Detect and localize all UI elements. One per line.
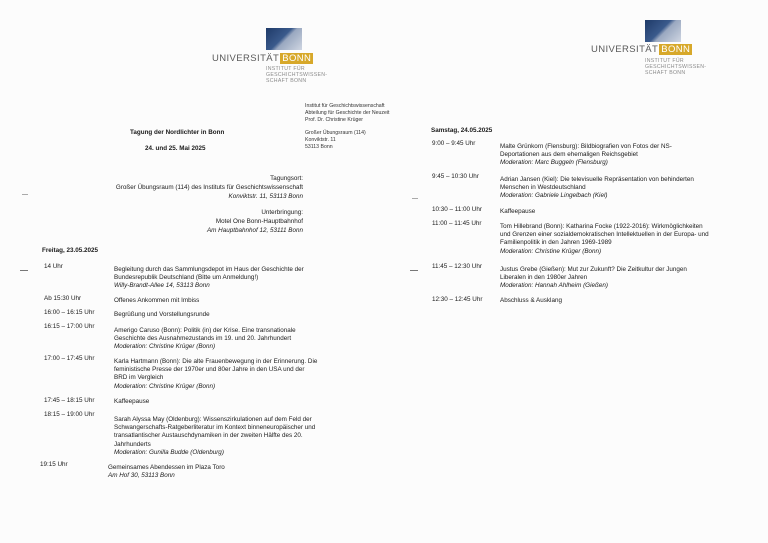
- saturday-time-5: 12:30 – 12:45 Uhr: [432, 296, 483, 303]
- friday-item-3: [114, 327, 319, 352]
- friday-item-6: [114, 416, 319, 457]
- university-logo-mark-right: [645, 20, 681, 42]
- friday-item-0-text: Begleitung durch das Sammlungsdepot im Haus der Geschichte der Bundesrepublik Deutschland (Bitte um Anmeldung!): [114, 266, 304, 282]
- saturday-heading: Samstag, 24.05.2025: [431, 127, 493, 134]
- saturday-time-2: 10:30 – 11:00 Uhr: [432, 206, 482, 213]
- saturday-item-1: [500, 176, 710, 201]
- saturday-item-3-text: Tom Hillebrand (Bonn): Katharina Focke (1922-2016): Wirkmöglichkeiten und Grenzen einer sozialdemokratischen Intellektuellen in der Europa- und Familienpolitik in den Jahren 1969-1989: [500, 223, 709, 247]
- university-logo-wordmark: [212, 53, 313, 64]
- friday-item-0: [114, 266, 319, 291]
- friday-heading: Freitag, 23.05.2025: [42, 247, 99, 254]
- conference-dates: 24. und 25. Mai 2025: [145, 145, 206, 152]
- logo-bonn: BONN: [282, 53, 312, 64]
- saturday-item-0-text: Malte Grünkorn (Flensburg): Bildbiografien von Fotos der NS-Deportationen aus dem ehemaligen Reichsgebiet: [500, 143, 672, 159]
- saturday-time-0: 9:00 – 9:45 Uhr: [432, 140, 476, 147]
- venue-line1: Großer Übungsraum (114) des Instituts für Geschichtswissenschaft: [115, 184, 303, 191]
- logo-subtitle: INSTITUT FÜR GESCHICHTSWISSEN- SCHAFT BONN: [266, 66, 328, 85]
- saturday-item-3-extra: Moderation: Christine Krüger (Bonn): [500, 247, 602, 255]
- friday-item-7: [108, 464, 318, 480]
- friday-item-5: Kaffeepause: [114, 398, 150, 405]
- saturday-time-3: 11:00 – 11:45 Uhr: [432, 220, 482, 227]
- friday-time-5: 17:45 – 18:15 Uhr: [44, 397, 95, 404]
- friday-item-6-text: Sarah Alyssa May (Oldenburg): Wissenszirkulationen auf dem Feld der Schwangerschafts-Ratgeberliteratur im Kontext binneneuropäischer und transatlantischer Austauschdynamiken in der zweiten Hälfte des 20. Jahrhunderts: [114, 416, 316, 448]
- saturday-item-0-extra: Moderation: Marc Buggeln (Flensburg): [500, 159, 608, 167]
- friday-time-1: Ab 15:30 Uhr: [44, 295, 82, 302]
- saturday-item-1-extra: Moderation: Gabriele Lingelbach (Kiel): [500, 192, 608, 200]
- institute-address: Institut für Geschichtswissenschaft Abteilung für Geschichte der Neuzeit Prof. Dr. Christine Krüger Großer Übungsraum (114) Konviktstr. 11 53113 Bonn: [305, 103, 390, 150]
- friday-item-4: [114, 358, 319, 391]
- stay-line1: Motel One Bonn-Hauptbahnhof: [215, 218, 303, 225]
- saturday-time-1: 9:45 – 10:30 Uhr: [432, 173, 479, 180]
- friday-time-0: 14 Uhr: [44, 263, 63, 270]
- scan-mark: [20, 270, 28, 271]
- logo-word-right: UNIVERSITÄT: [591, 44, 659, 55]
- friday-item-4-extra: Moderation: Christine Krüger (Bonn): [114, 382, 216, 390]
- saturday-item-5: Abschluss & Ausklang: [500, 297, 562, 304]
- saturday-item-4-text: Justus Grebe (Gießen): Mut zur Zukunft? Die Zeitkultur der Jungen Liberalen in den 1980er Jahren: [500, 266, 687, 282]
- saturday-item-4: [500, 266, 710, 291]
- venue-line2: Konviktstr. 11, 53113 Bonn: [228, 193, 303, 200]
- logo-subtitle-right: INSTITUT FÜR GESCHICHTSWISSEN- SCHAFT BONN: [645, 58, 707, 77]
- friday-item-0-extra: Willy-Brandt-Allee 14, 53113 Bonn: [114, 282, 210, 290]
- venue-label: Tagungsort:: [270, 175, 303, 182]
- friday-time-2: 16:00 – 16:15 Uhr: [44, 309, 95, 316]
- scan-mark: [412, 198, 418, 199]
- friday-time-3: 16:15 – 17:00 Uhr: [44, 323, 95, 330]
- friday-item-7-text: Gemeinsames Abendessen im Plaza Toro: [108, 464, 225, 471]
- scan-mark: [410, 270, 418, 271]
- saturday-item-1-text: Adrian Jansen (Kiel): Die televisuelle Repräsentation von behinderten Menschen in Westdeutschland: [500, 176, 694, 192]
- friday-time-6: 18:15 – 19:00 Uhr: [44, 411, 95, 418]
- scan-mark: [22, 194, 28, 195]
- friday-item-3-text: Amerigo Caruso (Bonn): Politik (in) der Krise. Eine transnationale Geschichte des Ausnahmezustands im 19. und 20. Jahrhundert: [114, 327, 296, 343]
- friday-item-7-extra: Am Hof 30, 53113 Bonn: [108, 472, 175, 480]
- friday-item-4-text: Karla Hartmann (Bonn): Die alte Frauenbewegung in der Erinnerung. Die feministische Presse der 1970er und 80er Jahre in den USA und der BRD im Vergleich: [114, 358, 318, 382]
- logo-word: UNIVERSITÄT: [212, 53, 280, 64]
- saturday-item-0: [500, 143, 710, 168]
- university-logo-wordmark-right: [591, 44, 692, 55]
- logo-bonn-right: BONN: [661, 44, 691, 55]
- friday-item-3-extra: Moderation: Christine Krüger (Bonn): [114, 343, 216, 351]
- saturday-item-2: Kaffeepause: [500, 208, 536, 215]
- stay-label: Unterbringung:: [261, 209, 303, 216]
- friday-time-4: 17:00 – 17:45 Uhr: [44, 355, 95, 362]
- saturday-item-4-extra: Moderation: Hannah Ahlheim (Gießen): [500, 282, 608, 290]
- saturday-time-4: 11:45 – 12:30 Uhr: [432, 263, 482, 270]
- stay-line2: Am Hauptbahnhof 12, 53111 Bonn: [206, 227, 303, 234]
- friday-time-7: 19:15 Uhr: [40, 461, 68, 468]
- saturday-item-3: [500, 223, 710, 256]
- friday-item-1: Offenes Ankommen mit Imbiss: [114, 297, 200, 304]
- friday-item-2: Begrüßung und Vorstellungsrunde: [114, 311, 210, 318]
- university-logo-mark: [266, 28, 302, 50]
- friday-item-6-extra: Moderation: Gunilla Budde (Oldenburg): [114, 448, 224, 456]
- conference-title: Tagung der Nordlichter in Bonn: [130, 129, 225, 136]
